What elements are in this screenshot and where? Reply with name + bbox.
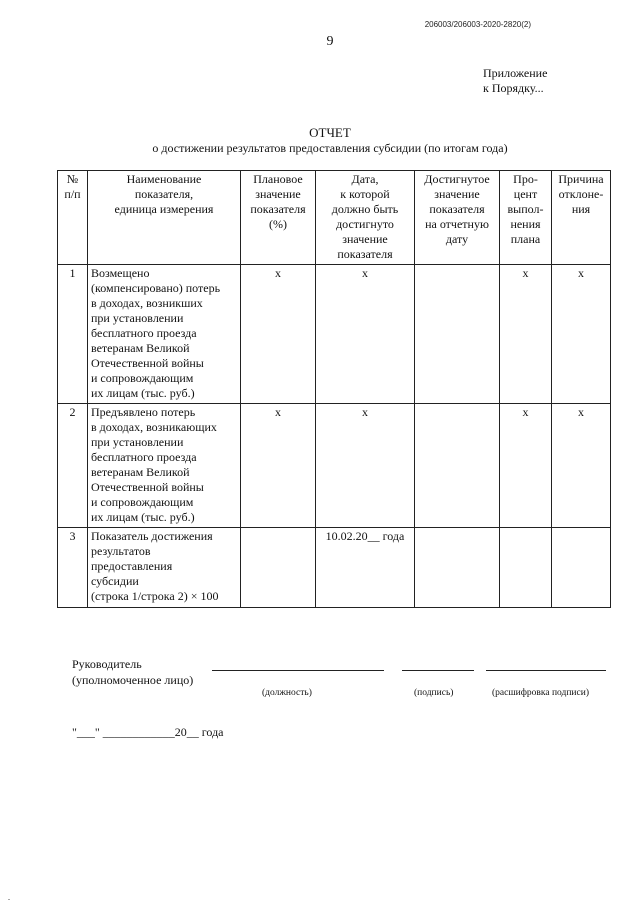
header-line: на отчетную [425, 217, 489, 231]
header-line: Плановое [253, 172, 303, 186]
header-line: (%) [269, 217, 287, 231]
cell-line: в доходах, возникших [91, 296, 203, 310]
header-line: выпол- [507, 202, 544, 216]
cell-name [88, 404, 241, 528]
cell-line: Отечественной войны [91, 356, 204, 370]
cell-reason: x [552, 404, 611, 528]
header-line: Про- [513, 172, 538, 186]
header-line: № [66, 172, 79, 186]
date-line: "___" ____________20__ года [72, 725, 224, 739]
signature-line [402, 670, 474, 671]
header-line: цент [513, 187, 538, 201]
cell-plan [241, 528, 316, 608]
header-line: значение [255, 187, 301, 201]
table-row [58, 404, 611, 528]
header-line: плана [510, 232, 541, 246]
cell-num: 2 [58, 404, 88, 528]
header-line: единица измерения [114, 202, 214, 216]
cell-line: Предъявлено потерь [91, 405, 196, 419]
report-subtitle: о достижении результатов предоставления субсидии (по итогам года) [152, 141, 508, 155]
appendix-line-2: к Порядку... [483, 81, 544, 95]
position-line [212, 670, 384, 671]
cell-date: 10.02.20__ года [316, 528, 415, 608]
cell-line: их лицам (тыс. руб.) [91, 510, 195, 524]
cell-name [88, 528, 241, 608]
signature-block [72, 656, 193, 688]
cell-percent: x [500, 265, 552, 404]
cell-achieved [415, 404, 500, 528]
document-id: 206003/206003-2020-2820(2) [424, 20, 531, 29]
report-title: ОТЧЕТ [309, 125, 351, 140]
header-reason [552, 171, 611, 265]
cell-line: при установлении [91, 311, 184, 325]
cell-line: (компенсировано) потерь [91, 281, 221, 295]
cell-plan: x [241, 265, 316, 404]
cell-line: при установлении [91, 435, 184, 449]
header-achieved [415, 171, 500, 265]
signature-label-head: Руководитель [72, 657, 142, 671]
cell-plan: x [241, 404, 316, 528]
cell-line: бесплатного проезда [91, 450, 197, 464]
signature-label-authorized: (уполномоченное лицо) [72, 673, 194, 687]
cell-line: Возмещено [91, 266, 150, 280]
header-line: показателя [337, 247, 393, 261]
header-line: Причина [558, 172, 604, 186]
cell-line: субсидии [91, 574, 139, 588]
cell-line: ветеранам Великой [91, 465, 190, 479]
header-line: нения [510, 217, 541, 231]
caption-decode: (расшифровка подписи) [492, 688, 589, 698]
header-line: значение [434, 187, 480, 201]
header-line: Наименование [126, 172, 202, 186]
header-line: показателя [429, 202, 485, 216]
appendix-note [483, 66, 547, 96]
cell-reason: x [552, 265, 611, 404]
cell-date: x [316, 265, 415, 404]
table-header-row [58, 171, 611, 265]
header-line: дату [445, 232, 469, 246]
header-line: значение [342, 232, 388, 246]
header-percent [500, 171, 552, 265]
cell-line: Показатель достижения [91, 529, 213, 543]
cell-num: 3 [58, 528, 88, 608]
header-line: ния [571, 202, 591, 216]
report-table [57, 170, 611, 608]
header-date [316, 171, 415, 265]
header-line: Достигнутое [424, 172, 490, 186]
appendix-line-1: Приложение [483, 66, 548, 80]
cell-line: Отечественной войны [91, 480, 204, 494]
cell-achieved [415, 528, 500, 608]
header-line: к которой [340, 187, 390, 201]
cell-reason [552, 528, 611, 608]
cell-percent: x [500, 404, 552, 528]
cell-date: x [316, 404, 415, 528]
page-number: 9 [326, 34, 334, 49]
header-line: отклоне- [558, 187, 604, 201]
header-line: показателя [250, 202, 306, 216]
header-line: достигнуто [336, 217, 394, 231]
header-num [58, 171, 88, 265]
cell-line: результатов [91, 544, 151, 558]
cell-line: и сопровождающим [91, 371, 194, 385]
cell-line: (строка 1/строка 2) × 100 [91, 589, 219, 603]
decode-line [486, 670, 606, 671]
header-plan [241, 171, 316, 265]
cell-percent [500, 528, 552, 608]
cell-name [88, 265, 241, 404]
cell-line: и сопровождающим [91, 495, 194, 509]
cell-num: 1 [58, 265, 88, 404]
header-line: Дата, [351, 172, 379, 186]
table-row [58, 528, 611, 608]
header-line: показателя, [134, 187, 194, 201]
caption-signature: (подпись) [414, 688, 454, 698]
corner-mark: . [8, 893, 10, 902]
cell-line: бесплатного проезда [91, 326, 197, 340]
header-line: должно быть [331, 202, 399, 216]
header-line: п/п [64, 187, 81, 201]
cell-achieved [415, 265, 500, 404]
cell-line: предоставления [91, 559, 173, 573]
table-row [58, 265, 611, 404]
header-name [88, 171, 241, 265]
caption-position: (должность) [262, 688, 312, 698]
cell-line: ветеранам Великой [91, 341, 190, 355]
cell-line: их лицам (тыс. руб.) [91, 386, 195, 400]
cell-line: в доходах, возникающих [91, 420, 217, 434]
